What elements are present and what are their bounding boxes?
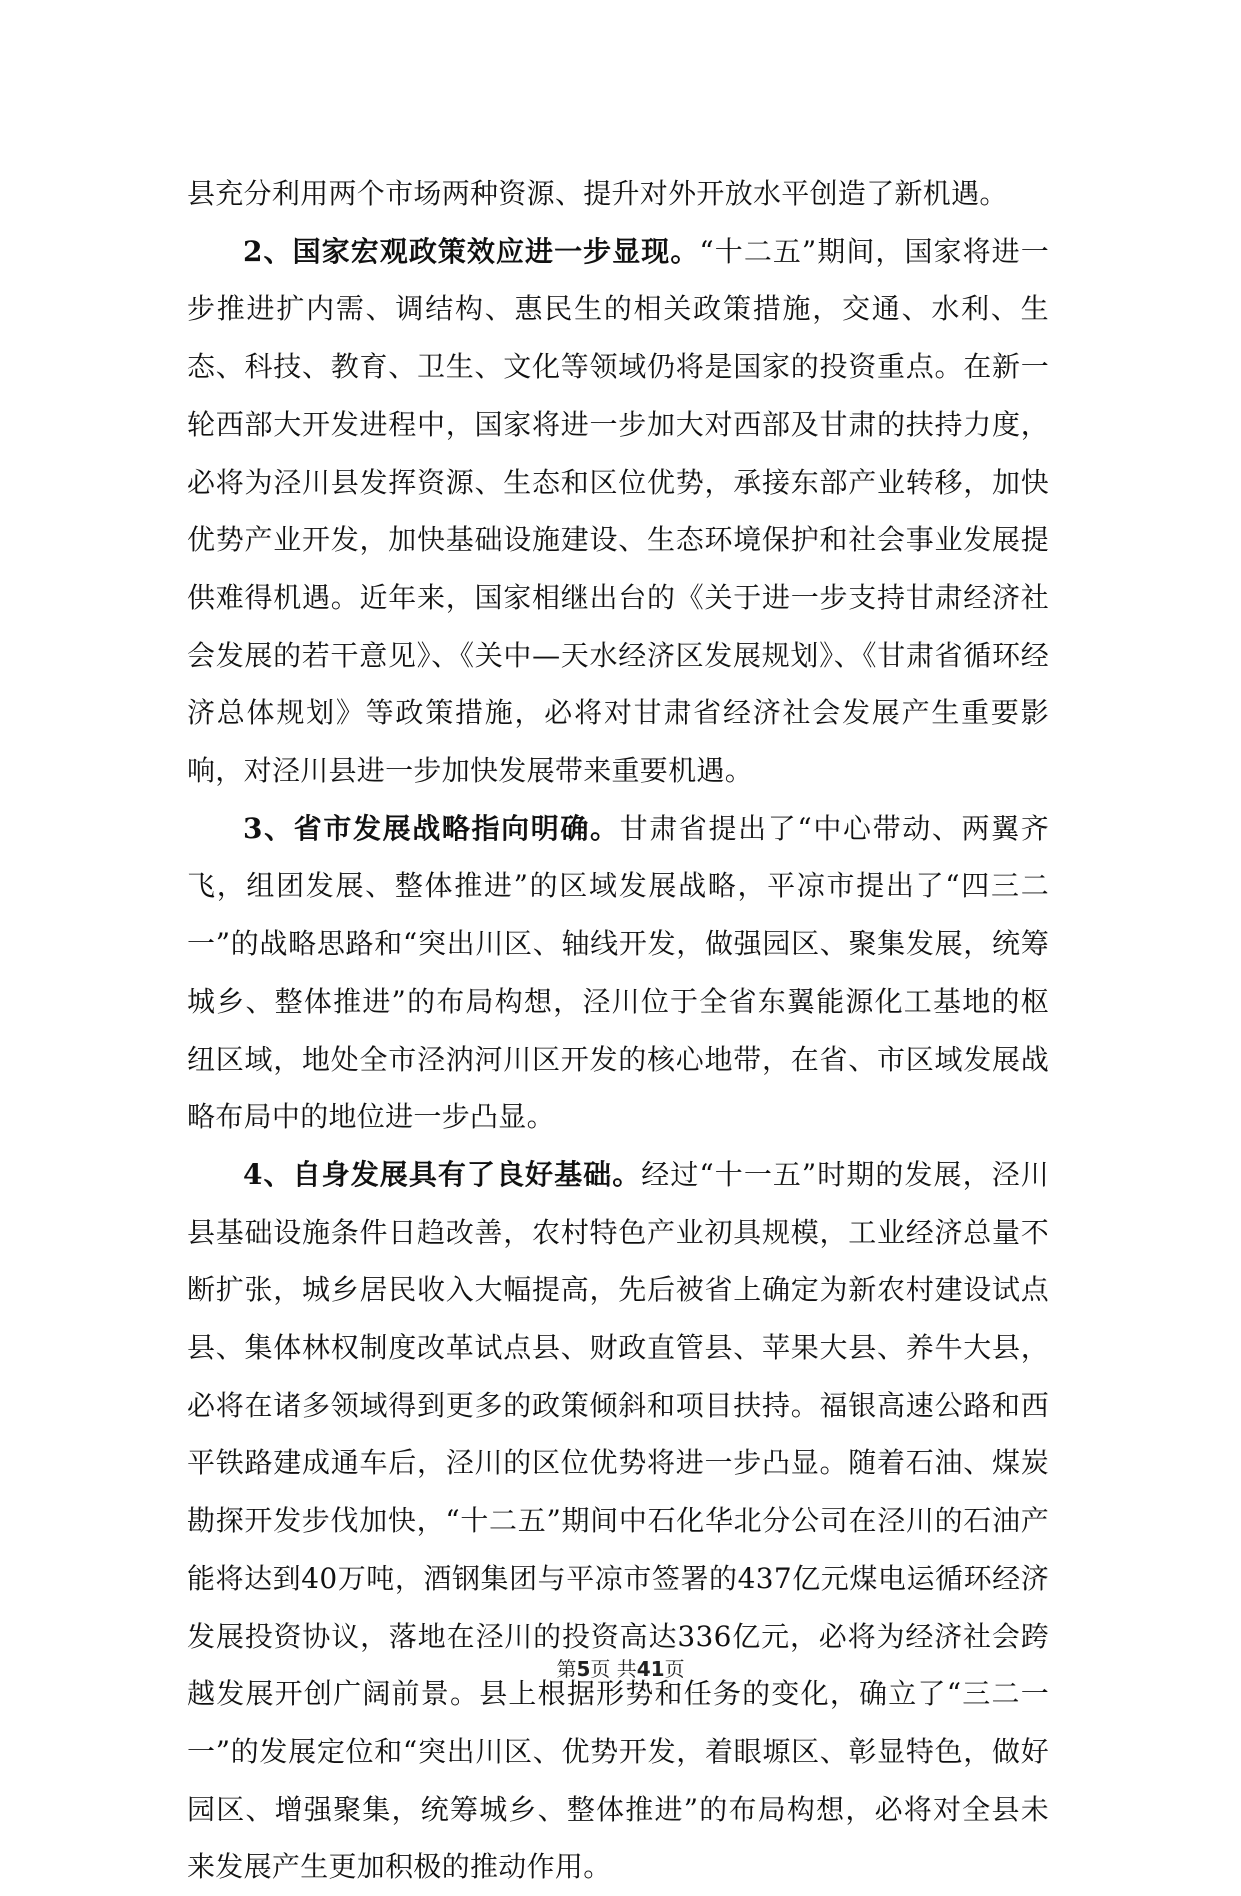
paragraph-text: “十二五”期间，国家将进一步推进扩内需、调结构、惠民生的相关政策措施，交通、水利、生态、科技、教育、卫生、文化等领域仍将是国家的投资重点。在新一轮西部大开发进程中，国家将进一步加大对西部及甘肃的扶持力度，必将为泾川县发挥资源、生态和区位优势，承接东部产业转移，加快优势产业开发，加快基础设施建设、生态环境保护和社会事业发展提供难得机遇。近年来，国家相继出台的《关于进一步支持甘肃经济社会发展的若干意见》、《关中—天水经济区发展规划》、《甘肃省循环经济总体规划》等政策措施，必将对甘肃省经济社会发展产生重要影响，对泾川县进一步加快发展带来重要机遇。 bbox=[187, 234, 1049, 788]
page-footer bbox=[0, 1657, 1241, 1681]
paragraph-text: 县充分利用两个市场两种资源、提升对外开放水平创造了新机遇。 bbox=[187, 177, 1008, 210]
paragraph-provincial-strategy bbox=[187, 800, 1049, 1146]
paragraph-self-development bbox=[187, 1146, 1049, 1896]
paragraph-national-policy bbox=[187, 223, 1049, 800]
footer-middle: 页 共 bbox=[590, 1657, 637, 1681]
paragraph-text: 经过“十一五”时期的发展，泾川县基础设施条件日趋改善，农村特色产业初具规模，工业经济总量不断扩张，城乡居民收入大幅提高，先后被省上确定为新农村建设试点县、集体林权制度改革试点县、财政直管县、苹果大县、养牛大县，必将在诸多领域得到更多的政策倾斜和项目扶持。福银高速公路和西平铁路建成通车后，泾川的区位优势将进一步凸显。随着石油、煤炭勘探开发步伐加快，“十二五”期间中石化华北分公司在泾川的石油产能将达到40万吨，酒钢集团与平凉市签署的437亿元煤电运循环经济发展投资协议，落地在泾川的投资高达336亿元，必将为经济社会跨越发展开创广阔前景。县上根据形势和任务的变化，确立了“三二一一”的发展定位和“突出川区、优势开发，着眼塬区、彰显特色，做好园区、增强聚集，统筹城乡、整体推进”的布局构想，必将对全县未来发展产生更加积极的推动作用。 bbox=[187, 1157, 1049, 1884]
document-body bbox=[187, 165, 1049, 1896]
paragraph-continuation bbox=[187, 165, 1049, 223]
paragraph-heading: 3、省市发展战略指向明确。 bbox=[243, 811, 620, 845]
paragraph-heading: 2、国家宏观政策效应进一步显现。 bbox=[243, 234, 700, 268]
paragraph-heading: 4、自身发展具有了良好基础。 bbox=[243, 1157, 642, 1191]
current-page-number: 5 bbox=[576, 1657, 591, 1681]
total-page-count: 41 bbox=[636, 1657, 665, 1681]
footer-prefix: 第 bbox=[556, 1657, 577, 1681]
footer-suffix: 页 bbox=[664, 1657, 685, 1681]
paragraph-text: 甘肃省提出了“中心带动、两翼齐飞，组团发展、整体推进”的区域发展战略，平凉市提出了“四三二一”的战略思路和“突出川区、轴线开发，做强园区、聚集发展，统筹城乡、整体推进”的布局构想，泾川位于全省东翼能源化工基地的枢纽区域，地处全市泾汭河川区开发的核心地带，在省、市区域发展战略布局中的地位进一步凸显。 bbox=[187, 811, 1049, 1134]
